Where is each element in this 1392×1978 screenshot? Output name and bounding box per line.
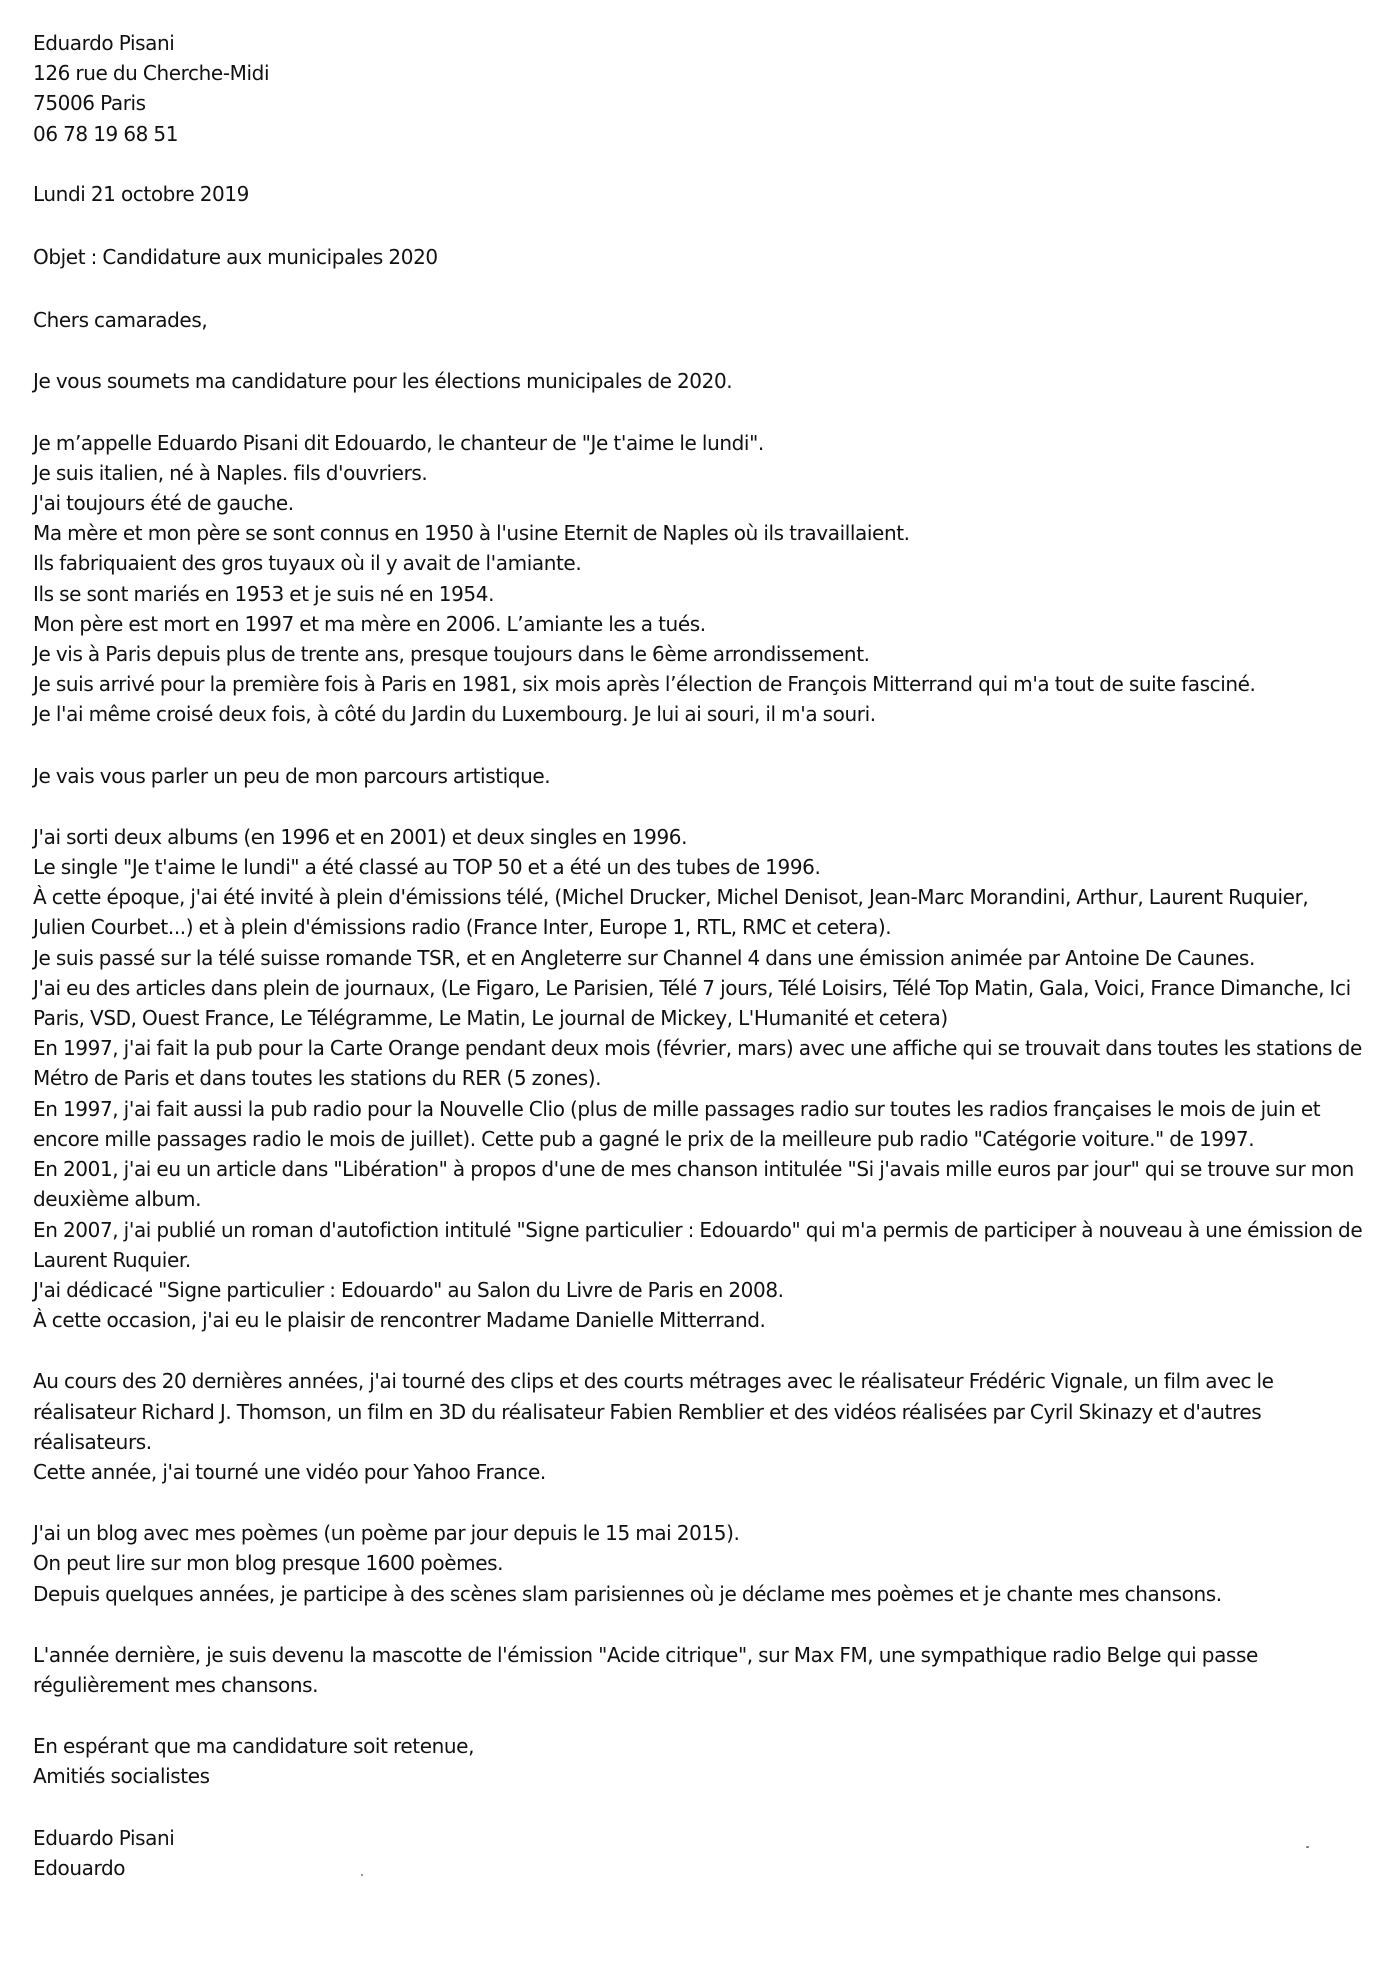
scan-speck: [1306, 1846, 1309, 1848]
career-line: Je suis passé sur la télé suisse romande TSR, et en Angleterre sur Channel 4 dans une émission animée par Antoine De Caunes.: [33, 945, 1255, 970]
salutation: Chers camarades,: [33, 308, 208, 333]
closing-line: En espérant que ma candidature soit retenue,: [33, 1734, 475, 1759]
biography-line: Je suis italien, né à Naples. fils d'ouvriers.: [33, 460, 428, 485]
career-line: En 2001, j'ai eu un article dans "Libération" à propos d'une de mes chanson intitulée "Si j'avais mille euros par jour" qui se trouve sur mon deuxième album.: [33, 1157, 1354, 1212]
closing-line: Amitiés socialistes: [33, 1764, 210, 1789]
career-line: À cette époque, j'ai été invité à plein d'émissions télé, (Michel Drucker, Michel Denisot, Jean-Marc Morandini, Arthur, Laurent Ruquier, Julien Courbet...) et à plein d'émissions radio (France Inter, Europe 1, RTL, RMC et cetera).: [33, 885, 1309, 940]
poetry-line: J'ai un blog avec mes poèmes (un poème par jour depuis le 15 mai 2015).: [33, 1521, 740, 1546]
biography-line: Mon père est mort en 1997 et ma mère en 2006. L’amiante les a tués.: [33, 611, 706, 636]
letter-subject-block: [33, 242, 1363, 272]
career-line: J'ai eu des articles dans plein de journaux, (Le Figaro, Le Parisien, Télé 7 jours, Télé Loisirs, Télé Top Matin, Gala, Voici, France Dimanche, Ici Paris, VSD, Ouest France, Le Télégramme, Le Matin, Le journal de Mickey, L'Humanité et cetera): [33, 975, 1351, 1031]
films-line: Cette année, j'ai tourné une vidéo pour Yahoo France.: [33, 1459, 546, 1484]
mascot-paragraph: [33, 1640, 1363, 1700]
films-line: Au cours des 20 dernières années, j'ai tourné des clips et des courts métrages avec le réalisateur Frédéric Vignale, un film avec le réalisateur Richard J. Thomson, un film en 3D du réalisateur Fabien Remblier et des vidéos réalisées par Cyril Skinazy et d'autres réalisateurs.: [33, 1369, 1274, 1454]
sender-name: Eduardo Pisani: [33, 31, 175, 55]
career-line: Le single "Je t'aime le lundi" a été classé au TOP 50 et a été un des tubes de 1996.: [33, 855, 821, 880]
sender-city: 75006 Paris: [33, 91, 146, 116]
biography-line: Ils se sont mariés en 1953 et je suis né en 1954.: [33, 581, 495, 606]
films-paragraph: [33, 1366, 1363, 1487]
poetry-paragraph: [33, 1518, 1363, 1609]
intro-block: [33, 366, 1363, 396]
biography-line: Ma mère et mon père se sont connus en 1950 à l'usine Eternit de Naples où ils travaillaient.: [33, 521, 910, 546]
biography-line: Je vis à Paris depuis plus de trente ans, presque toujours dans le 6ème arrondissement.: [33, 642, 870, 667]
intro-sentence: Je vous soumets ma candidature pour les élections municipales de 2020.: [33, 369, 733, 394]
biography-line: Ils fabriquaient des gros tuyaux où il y avait de l'amiante.: [33, 551, 582, 576]
poetry-line: On peut lire sur mon blog presque 1600 poèmes.: [33, 1551, 504, 1576]
career-line: J'ai sorti deux albums (en 1996 et en 2001) et deux singles en 1996.: [33, 824, 688, 849]
letter-date: Lundi 21 octobre 2019: [33, 181, 250, 206]
biography-line: Je m’appelle Eduardo Pisani dit Edouardo, le chanteur de "Je t'aime le lundi".: [33, 430, 764, 455]
signature-alias: Edouardo: [33, 1855, 126, 1880]
salutation-block: [33, 305, 1363, 335]
career-intro-block: [33, 761, 1363, 791]
letter-subject: Objet : Candidature aux municipales 2020: [33, 245, 438, 270]
signature-block: [33, 1823, 1363, 1883]
signature-name: Eduardo Pisani: [33, 1825, 175, 1850]
career-line: J'ai dédicacé "Signe particulier : Edouardo" au Salon du Livre de Paris en 2008.: [33, 1277, 784, 1302]
career-line: En 2007, j'ai publié un roman d'autofiction intitulé "Signe particulier : Edouardo" qui m'a permis de participer à nouveau à une émission de Laurent Ruquier.: [33, 1217, 1363, 1272]
closing-block: [33, 1731, 1363, 1791]
biography-line: Je suis arrivé pour la première fois à Paris en 1981, six mois après l’élection de François Mitterrand qui m'a tout de suite fasciné.: [33, 672, 1256, 697]
career-paragraph: [33, 822, 1363, 1335]
sender-street: 126 rue du Cherche-Midi: [33, 61, 270, 86]
career-line: En 1997, j'ai fait aussi la pub radio pour la Nouvelle Clio (plus de mille passages radio sur toutes les radios françaises le mois de juin et encore mille passages radio le mois de juillet). Cette pub a gagné le prix de la meilleure pub radio "Catégorie voiture." de 1997.: [33, 1096, 1321, 1151]
sender-address: [33, 28, 1363, 149]
letter-body: [33, 28, 1363, 1883]
career-intro: Je vais vous parler un peu de mon parcours artistique.: [33, 763, 551, 788]
sender-phone: 06 78 19 68 51: [33, 121, 179, 146]
biography-line: J'ai toujours été de gauche.: [33, 491, 294, 516]
mascot-line: L'année dernière, je suis devenu la mascotte de l'émission "Acide citrique", sur Max FM, une sympathique radio Belge qui passe régulièrement mes chansons.: [33, 1642, 1258, 1697]
career-line: À cette occasion, j'ai eu le plaisir de rencontrer Madame Danielle Mitterrand.: [33, 1308, 766, 1333]
biography-paragraph: [33, 428, 1363, 730]
biography-line: Je l'ai même croisé deux fois, à côté du Jardin du Luxembourg. Je lui ai souri, il m'a souri.: [33, 702, 876, 727]
career-line: En 1997, j'ai fait la pub pour la Carte Orange pendant deux mois (février, mars) avec une affiche qui se trouvait dans toutes les stations de Métro de Paris et dans toutes les stations du RER (5 zones).: [33, 1036, 1362, 1091]
letter-date-block: [33, 179, 1363, 209]
poetry-line: Depuis quelques années, je participe à des scènes slam parisiennes où je déclame mes poèmes et je chante mes chansons.: [33, 1581, 1222, 1606]
scan-speck: [361, 1874, 363, 1876]
